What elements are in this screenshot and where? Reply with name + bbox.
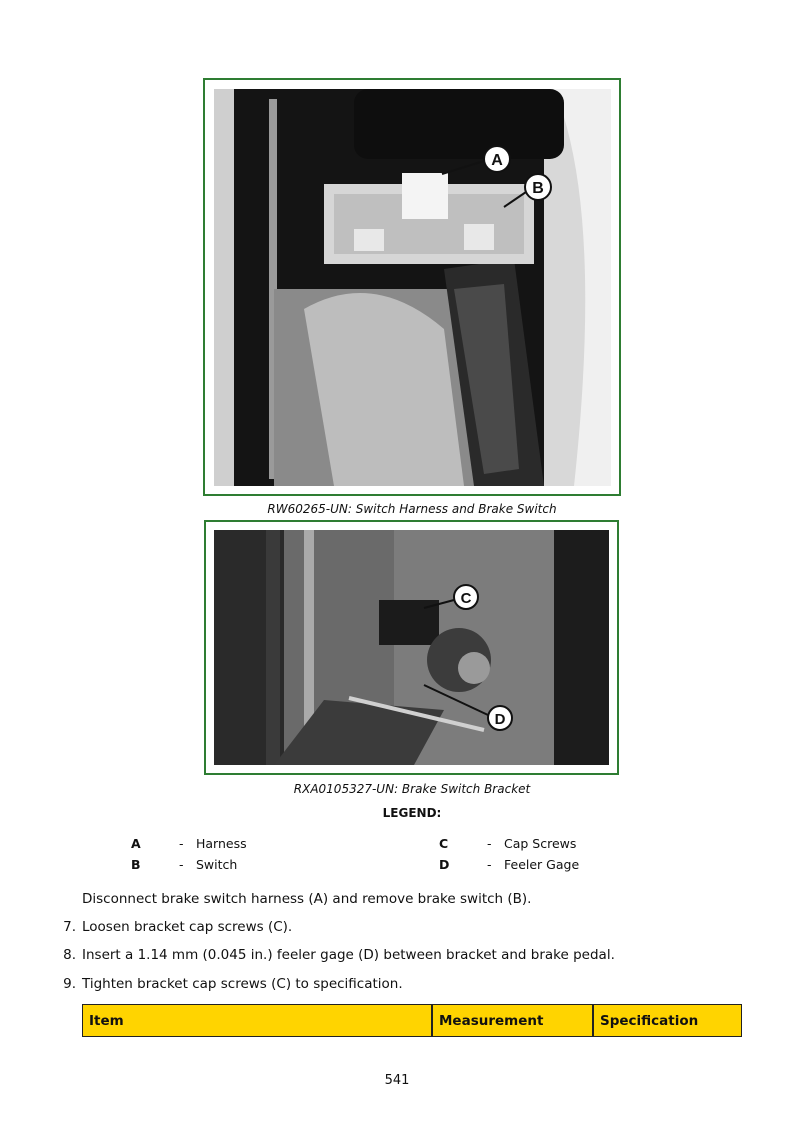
figure-2-frame bbox=[204, 520, 619, 775]
legend-title: LEGEND: bbox=[382, 806, 442, 820]
step-number: 8. bbox=[63, 947, 76, 963]
page-number: 541 bbox=[384, 1073, 410, 1088]
legend-key: D bbox=[439, 857, 450, 872]
callout-d: D bbox=[494, 711, 506, 728]
step-text: Insert a 1.14 mm (0.045 in.) feeler gage (D) between bracket and brake pedal. bbox=[82, 947, 615, 963]
legend-dash: - bbox=[179, 836, 184, 851]
figure-1-frame bbox=[203, 78, 621, 496]
legend-dash: - bbox=[487, 857, 492, 872]
step-text: Tighten bracket cap screws (C) to specification. bbox=[82, 976, 403, 992]
legend-key: C bbox=[439, 836, 449, 851]
legend-label: Cap Screws bbox=[504, 836, 577, 851]
legend-dash: - bbox=[487, 836, 492, 851]
figure-1-photo bbox=[214, 89, 611, 486]
brake-switch-photo bbox=[214, 89, 611, 486]
spec-header-measurement: Measurement bbox=[432, 1004, 593, 1037]
step-number: 7. bbox=[63, 919, 76, 935]
legend-key: A bbox=[131, 836, 141, 851]
legend-dash: - bbox=[179, 857, 184, 872]
callout-c: C bbox=[460, 590, 472, 607]
spec-table-header bbox=[82, 1004, 742, 1037]
figure-1-caption: RW60265-UN: Switch Harness and Brake Switch bbox=[267, 502, 557, 516]
step-number: 9. bbox=[63, 976, 76, 992]
legend-label: Harness bbox=[196, 836, 247, 851]
legend-label: Feeler Gage bbox=[504, 857, 580, 872]
intro-paragraph: Disconnect brake switch harness (A) and remove brake switch (B). bbox=[82, 891, 532, 907]
legend-key: B bbox=[131, 857, 141, 872]
callout-b: B bbox=[532, 180, 544, 197]
step-text: Loosen bracket cap screws (C). bbox=[82, 919, 293, 935]
spec-header-item: Item bbox=[82, 1004, 432, 1037]
brake-switch-bracket-photo bbox=[214, 530, 609, 765]
callout-a: A bbox=[491, 152, 503, 169]
figure-2-photo bbox=[214, 530, 609, 765]
figure-2-caption: RXA0105327-UN: Brake Switch Bracket bbox=[293, 782, 531, 796]
spec-header-specification: Specification bbox=[593, 1004, 742, 1037]
legend-label: Switch bbox=[196, 857, 238, 872]
